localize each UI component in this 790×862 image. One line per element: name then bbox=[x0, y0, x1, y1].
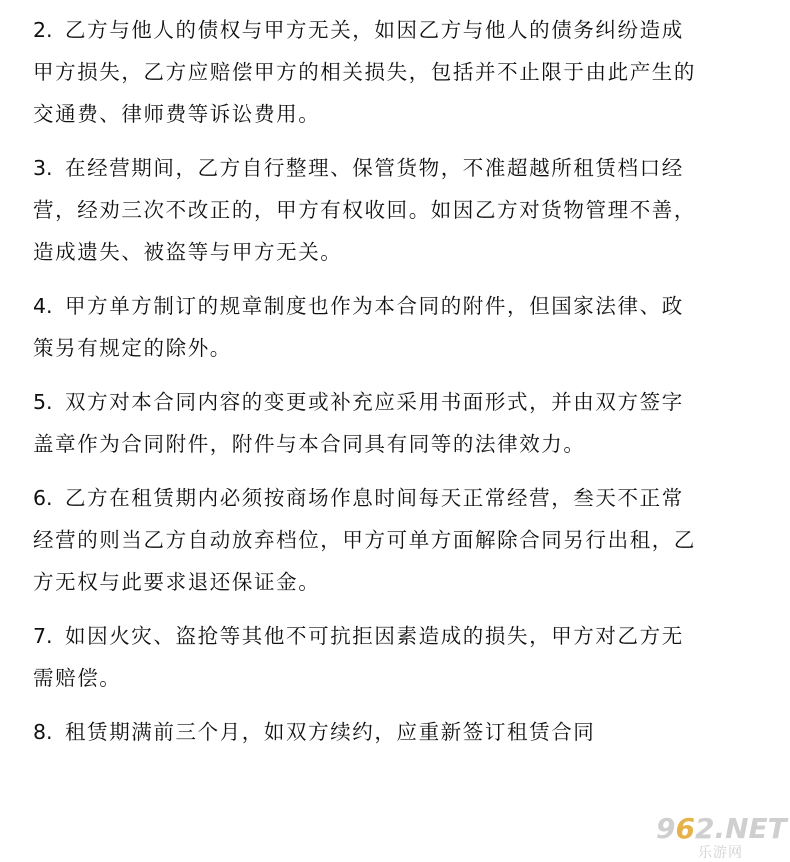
clause-8 bbox=[33, 711, 763, 753]
site-watermark bbox=[654, 812, 790, 862]
clause-6 bbox=[33, 477, 763, 603]
clause-line bbox=[33, 381, 763, 423]
clause-text: 乙方在租赁期内必须按商场作息时间每天正常经营，叁天不正常 bbox=[65, 486, 684, 510]
clause-line: 需赔偿。 bbox=[33, 666, 122, 690]
clause-line: 经营的则当乙方自动放弃档位，甲方可单方面解除合同另行出租，乙 bbox=[33, 528, 696, 552]
clause-5 bbox=[33, 381, 763, 465]
clause-text: 双方对本合同内容的变更或补充应采用书面形式，并由双方签字 bbox=[65, 390, 684, 414]
clause-3 bbox=[33, 147, 763, 273]
clause-line bbox=[33, 285, 763, 327]
clause-7 bbox=[33, 615, 763, 699]
clause-number: 4. bbox=[33, 294, 53, 318]
clause-2 bbox=[33, 9, 763, 135]
clause-text: 如因火灾、盗抢等其他不可抗拒因素造成的损失，甲方对乙方无 bbox=[65, 624, 684, 648]
document-body bbox=[33, 9, 763, 765]
clause-line: 营，经劝三次不改正的，甲方有权收回。如因乙方对货物管理不善， bbox=[33, 198, 696, 222]
clause-line: 盖章作为合同附件，附件与本合同具有同等的法律效力。 bbox=[33, 432, 586, 456]
clause-text: 租赁期满前三个月，如双方续约，应重新签订租赁合同 bbox=[65, 720, 596, 744]
clause-number: 2. bbox=[33, 18, 53, 42]
clause-line: 造成遗失、被盗等与甲方无关。 bbox=[33, 240, 343, 264]
clause-line bbox=[33, 147, 763, 189]
clause-line: 交通费、律师费等诉讼费用。 bbox=[33, 102, 321, 126]
clause-number: 6. bbox=[33, 486, 53, 510]
clause-number: 3. bbox=[33, 156, 53, 180]
clause-line: 方无权与此要求退还保证金。 bbox=[33, 570, 321, 594]
clause-text: 乙方与他人的债权与甲方无关，如因乙方与他人的债务纠纷造成 bbox=[65, 18, 684, 42]
clause-number: 5. bbox=[33, 390, 53, 414]
clause-line: 策另有规定的除外。 bbox=[33, 336, 232, 360]
clause-number: 7. bbox=[33, 624, 53, 648]
watermark-subtitle: 乐游网 bbox=[698, 845, 743, 861]
clause-text: 甲方单方制订的规章制度也作为本合同的附件，但国家法律、政 bbox=[65, 294, 684, 318]
clause-line bbox=[33, 9, 763, 51]
clause-4 bbox=[33, 285, 763, 369]
clause-line bbox=[33, 615, 763, 657]
clause-number: 8. bbox=[33, 720, 53, 744]
clause-line: 甲方损失，乙方应赔偿甲方的相关损失，包括并不止限于由此产生的 bbox=[33, 60, 696, 84]
watermark-logo: 962.NET bbox=[656, 812, 787, 845]
clause-line bbox=[33, 477, 763, 519]
clause-text: 在经营期间，乙方自行整理、保管货物，不准超越所租赁档口经 bbox=[65, 156, 684, 180]
clause-line bbox=[33, 711, 763, 753]
